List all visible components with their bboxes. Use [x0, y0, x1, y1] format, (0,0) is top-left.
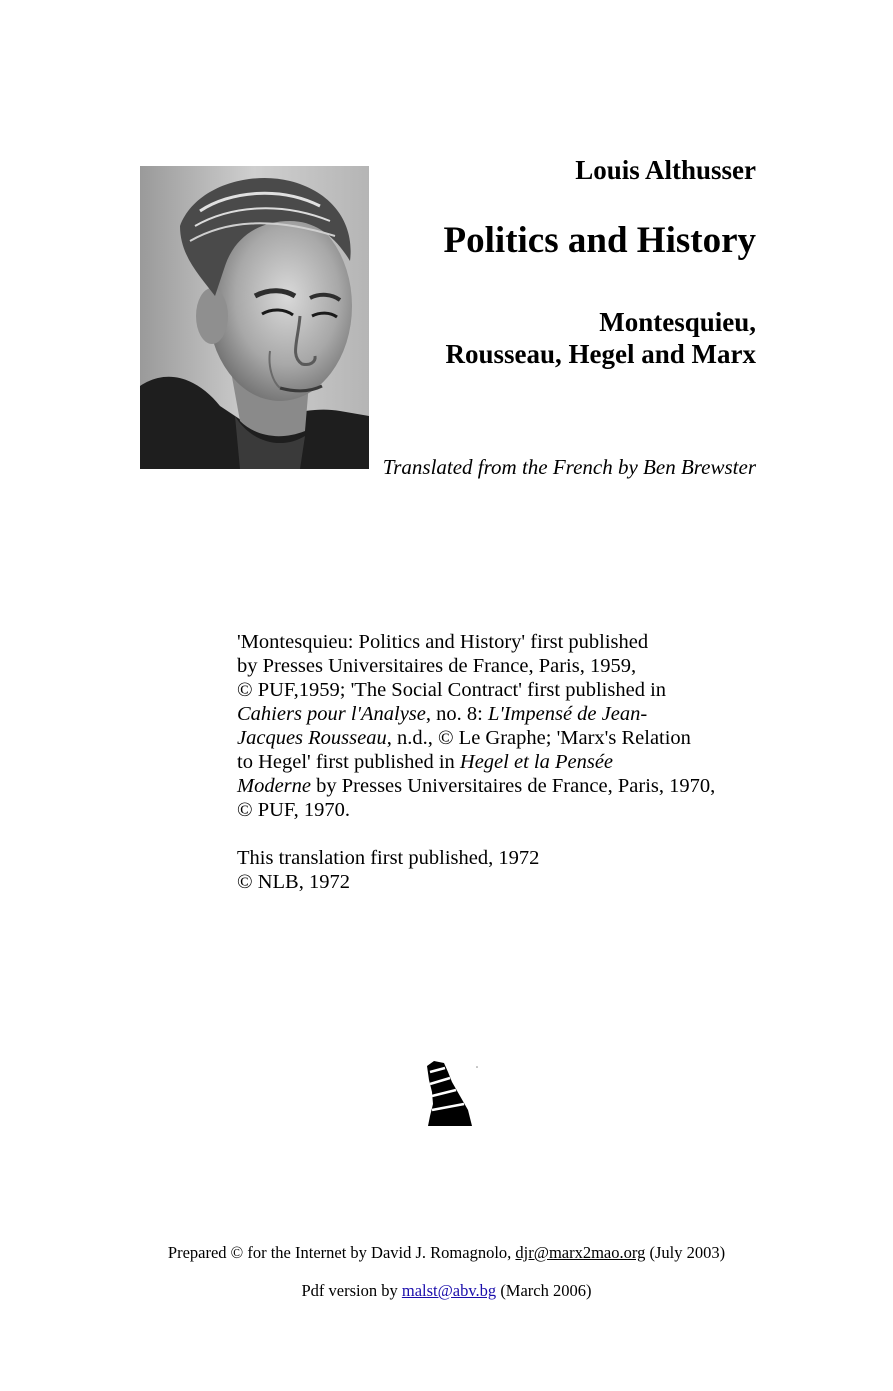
pub-line-7-text: by Presses Universitaires de France, Paris, 1970, [311, 775, 716, 797]
book-title-part-2: Moderne [237, 775, 312, 797]
pub-line-7 [237, 774, 737, 798]
translation-published-line: This translation first published, 1972 [237, 847, 540, 869]
publication-note [237, 630, 737, 894]
prepared-suffix: (July 2003) [645, 1243, 726, 1262]
author-name: Louis Althusser [575, 155, 756, 185]
author-portrait [140, 166, 369, 469]
publisher-logo-icon [424, 1060, 480, 1128]
pub-line-5 [237, 726, 737, 750]
translator-credit: Translated from the French by Ben Brewster [382, 455, 756, 479]
pub-line-2: by Presses Universitaires de France, Paris, 1959, [237, 655, 637, 677]
spacer [237, 822, 737, 846]
pub-line-5-text: , n.d., © Le Graphe; 'Marx's Relation [386, 727, 691, 749]
issue-title-part-1: L'Impensé de Jean- [487, 703, 648, 725]
prepared-credit [0, 1243, 893, 1263]
romagnolo-email-link[interactable]: djr@marx2mao.org [515, 1243, 646, 1262]
pub-line-1: 'Montesquieu: Politics and History' first published [237, 631, 649, 653]
book-title-part-1: Hegel et la Pensée [459, 751, 614, 773]
pub-line-8: © PUF, 1970. [237, 799, 351, 821]
pub-line-4-text: , no. 8: [425, 703, 488, 725]
pub-line-4 [237, 702, 737, 726]
book-subtitle [446, 306, 757, 370]
pub-line-6 [237, 750, 737, 774]
pdf-prefix: Pdf version by [301, 1281, 402, 1300]
journal-title: Cahiers pour l'Analyse [237, 703, 426, 725]
pdf-suffix: (March 2006) [496, 1281, 592, 1300]
subtitle-line-1: Montesquieu, [599, 307, 756, 337]
malst-email-link[interactable]: malst@abv.bg [401, 1281, 497, 1300]
subtitle-line-2: Rousseau, Hegel and Marx [445, 339, 756, 369]
pub-line-3: © PUF,1959; 'The Social Contract' first published in [237, 679, 667, 701]
issue-title-part-2: Jacques Rousseau [237, 727, 387, 749]
pub-line-6-text: to Hegel' first published in [237, 751, 460, 773]
book-title: Politics and History [443, 220, 756, 261]
nlb-copyright-line: © NLB, 1972 [237, 871, 350, 893]
pdf-credit [0, 1281, 893, 1301]
prepared-prefix: Prepared © for the Internet by David J. Romagnolo, [167, 1243, 516, 1262]
